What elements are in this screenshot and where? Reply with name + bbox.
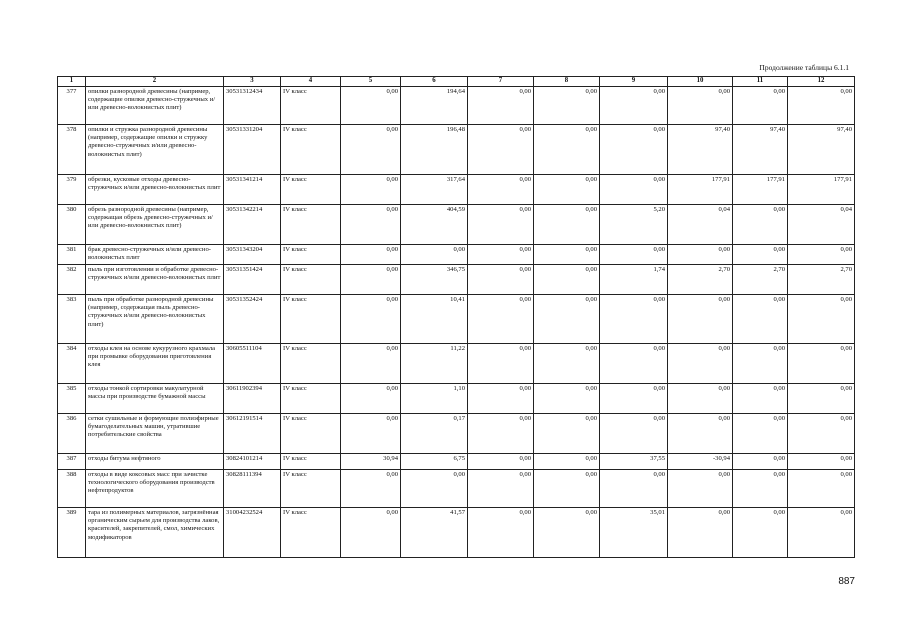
table-cell: 0,00 bbox=[468, 125, 534, 175]
table-cell: 0,00 bbox=[600, 175, 668, 205]
table-cell: 30531312434 bbox=[224, 87, 281, 125]
table-cell: 386 bbox=[58, 414, 86, 454]
table-cell: IV класс bbox=[281, 295, 341, 344]
table-cell: 0,00 bbox=[468, 175, 534, 205]
table-cell: 0,00 bbox=[534, 175, 600, 205]
table-cell: 97,40 bbox=[668, 125, 733, 175]
table-row bbox=[58, 245, 855, 265]
table-cell: -30,94 bbox=[668, 454, 733, 470]
table-cell: 0,00 bbox=[341, 265, 401, 295]
table-cell: 0,00 bbox=[468, 384, 534, 414]
table-cell: 0,17 bbox=[401, 414, 468, 454]
table-cell: 0,00 bbox=[401, 470, 468, 508]
table-cell: 0,00 bbox=[733, 470, 788, 508]
table-cell: 0,00 bbox=[341, 175, 401, 205]
column-header-3: 3 bbox=[224, 77, 281, 87]
table-row bbox=[58, 414, 855, 454]
table-cell: 383 bbox=[58, 295, 86, 344]
table-cell: 0,00 bbox=[341, 87, 401, 125]
table-row bbox=[58, 295, 855, 344]
table-cell: 0,00 bbox=[534, 295, 600, 344]
table-cell: 382 bbox=[58, 265, 86, 295]
table-cell: 0,00 bbox=[788, 344, 855, 384]
column-header-7: 7 bbox=[468, 77, 534, 87]
table-cell: 30531342214 bbox=[224, 205, 281, 245]
table-cell: 177,91 bbox=[788, 175, 855, 205]
table-cell: 0,00 bbox=[468, 245, 534, 265]
table-cell: 0,00 bbox=[733, 87, 788, 125]
table-cell: 194,64 bbox=[401, 87, 468, 125]
table-row bbox=[58, 508, 855, 558]
table-cell: 6,75 bbox=[401, 454, 468, 470]
table-cell: 97,40 bbox=[733, 125, 788, 175]
table-cell: 2,70 bbox=[668, 265, 733, 295]
table-cell: 0,00 bbox=[341, 125, 401, 175]
table-cell: 0,00 bbox=[788, 508, 855, 558]
table-cell: 346,75 bbox=[401, 265, 468, 295]
table-cell: 196,48 bbox=[401, 125, 468, 175]
table-cell: 0,00 bbox=[468, 508, 534, 558]
table-cell: тара из полимерных материалов, загрязнённая органическим сырьем для производства лаков, красителей, закрепителей, смол, химических модификаторов bbox=[86, 508, 224, 558]
table-cell: 97,40 bbox=[788, 125, 855, 175]
table-cell: 317,64 bbox=[401, 175, 468, 205]
table-cell: 177,91 bbox=[733, 175, 788, 205]
table-cell: 1,74 bbox=[600, 265, 668, 295]
data-table bbox=[57, 76, 855, 558]
table-cell: 0,00 bbox=[733, 384, 788, 414]
table-cell: 0,00 bbox=[468, 295, 534, 344]
table-cell: 0,00 bbox=[600, 87, 668, 125]
table-cell: 0,00 bbox=[788, 414, 855, 454]
table-cell: отходы тонкой сортировки макулатурной массы при производстве бумажной массы bbox=[86, 384, 224, 414]
table-row bbox=[58, 87, 855, 125]
table-cell: IV класс bbox=[281, 175, 341, 205]
table-cell: 0,00 bbox=[534, 125, 600, 175]
table-cell: 0,00 bbox=[468, 205, 534, 245]
column-header-10: 10 bbox=[668, 77, 733, 87]
table-cell: 0,00 bbox=[534, 344, 600, 384]
table-cell: 0,00 bbox=[668, 295, 733, 344]
table-row bbox=[58, 265, 855, 295]
table-cell: 30611902394 bbox=[224, 384, 281, 414]
table-cell: 10,41 bbox=[401, 295, 468, 344]
table-cell: 0,00 bbox=[534, 384, 600, 414]
table-cell: 0,00 bbox=[733, 295, 788, 344]
table-cell: 0,00 bbox=[788, 384, 855, 414]
table-cell: 0,00 bbox=[733, 344, 788, 384]
table-row bbox=[58, 470, 855, 508]
table-cell: 0,00 bbox=[341, 205, 401, 245]
table-body bbox=[58, 87, 855, 558]
table-cell: 30,94 bbox=[341, 454, 401, 470]
table-row bbox=[58, 344, 855, 384]
table-cell: 30531352424 bbox=[224, 295, 281, 344]
table-cell: опилки разнородной древесины (например, содержащие опилки древесно-стружечных и/или древесно-волокнистых плит) bbox=[86, 87, 224, 125]
table-cell: 0,04 bbox=[788, 205, 855, 245]
table-row bbox=[58, 175, 855, 205]
column-header-11: 11 bbox=[733, 77, 788, 87]
table-cell: 30531343204 bbox=[224, 245, 281, 265]
table-cell: 377 bbox=[58, 87, 86, 125]
table-cell: 0,00 bbox=[401, 245, 468, 265]
page-number: 887 bbox=[838, 576, 855, 587]
table-cell: 177,91 bbox=[668, 175, 733, 205]
table-cell: 0,00 bbox=[788, 470, 855, 508]
table-cell: 1,10 bbox=[401, 384, 468, 414]
table-cell: 384 bbox=[58, 344, 86, 384]
table-cell: брак древесно-стружечных и/или древесно-волокнистых плит bbox=[86, 245, 224, 265]
table-cell: 0,04 bbox=[668, 205, 733, 245]
column-header-12: 12 bbox=[788, 77, 855, 87]
table-cell: 0,00 bbox=[668, 384, 733, 414]
column-header-4: 4 bbox=[281, 77, 341, 87]
table-cell: 0,00 bbox=[788, 454, 855, 470]
table-cell: 0,00 bbox=[341, 295, 401, 344]
table-cell: 0,00 bbox=[468, 265, 534, 295]
table-cell: 30531341214 bbox=[224, 175, 281, 205]
table-cell: 0,00 bbox=[534, 508, 600, 558]
table-cell: 2,70 bbox=[733, 265, 788, 295]
table-cell: отходы в виде коксовых масс при зачистке технологического оборудования производств нефтепродуктов bbox=[86, 470, 224, 508]
table-cell: опилки и стружка разнородной древесины (например, содержащие опилки и стружку древесно-стружечных и/или древесно-волокнистых плит) bbox=[86, 125, 224, 175]
column-header-8: 8 bbox=[534, 77, 600, 87]
table-cell: 30531331204 bbox=[224, 125, 281, 175]
table-cell: 30828111394 bbox=[224, 470, 281, 508]
table-cell: 0,00 bbox=[468, 454, 534, 470]
table-cell: 381 bbox=[58, 245, 86, 265]
table-cell: 0,00 bbox=[788, 87, 855, 125]
table-cell: 0,00 bbox=[788, 295, 855, 344]
table-cell: 0,00 bbox=[468, 87, 534, 125]
table-cell: 0,00 bbox=[668, 87, 733, 125]
table-cell: 0,00 bbox=[668, 508, 733, 558]
table-cell: 0,00 bbox=[341, 245, 401, 265]
table-cell: IV класс bbox=[281, 265, 341, 295]
table-cell: 0,00 bbox=[341, 344, 401, 384]
table-cell: 0,00 bbox=[534, 245, 600, 265]
table-cell: 0,00 bbox=[600, 245, 668, 265]
table-cell: 0,00 bbox=[341, 384, 401, 414]
table-cell: IV класс bbox=[281, 454, 341, 470]
table-cell: обрезь разнородной древесины (например, содержащая обрезь древесно-стружечных и/или древесно-волокнистых плит) bbox=[86, 205, 224, 245]
table-cell: 0,00 bbox=[534, 454, 600, 470]
column-header-9: 9 bbox=[600, 77, 668, 87]
table-cell: 37,55 bbox=[600, 454, 668, 470]
table-cell: 0,00 bbox=[600, 295, 668, 344]
table-cell: 0,00 bbox=[468, 344, 534, 384]
table-cell: 0,00 bbox=[733, 414, 788, 454]
table-cell: 0,00 bbox=[468, 414, 534, 454]
table-cell: 0,00 bbox=[534, 205, 600, 245]
table-cell: IV класс bbox=[281, 344, 341, 384]
table-cell: 0,00 bbox=[600, 125, 668, 175]
table-cell: 0,00 bbox=[733, 508, 788, 558]
table-cell: 0,00 bbox=[668, 414, 733, 454]
table-cell: 2,70 bbox=[788, 265, 855, 295]
table-row bbox=[58, 125, 855, 175]
table-cell: 0,00 bbox=[600, 344, 668, 384]
table-row bbox=[58, 205, 855, 245]
column-header-5: 5 bbox=[341, 77, 401, 87]
table-cell: 0,00 bbox=[534, 87, 600, 125]
column-header-2: 2 bbox=[86, 77, 224, 87]
table-row bbox=[58, 454, 855, 470]
table-cell: IV класс bbox=[281, 414, 341, 454]
table-cell: 30605511104 bbox=[224, 344, 281, 384]
table-cell: 0,00 bbox=[600, 414, 668, 454]
table-row bbox=[58, 384, 855, 414]
table-cell: 0,00 bbox=[668, 245, 733, 265]
table-cell: 41,57 bbox=[401, 508, 468, 558]
table-cell: 0,00 bbox=[534, 265, 600, 295]
table-cell: 0,00 bbox=[341, 414, 401, 454]
table-cell: 0,00 bbox=[600, 384, 668, 414]
table-cell: 30612191514 bbox=[224, 414, 281, 454]
table-caption: Продолжение таблицы 6.1.1 bbox=[759, 63, 849, 72]
table-cell: 31004232524 bbox=[224, 508, 281, 558]
table-cell: 378 bbox=[58, 125, 86, 175]
table-cell: сетки сушильные и формующие полиэфирные бумагоделательных машин, утратившие потребительские свойства bbox=[86, 414, 224, 454]
table-cell: отходы клея на основе кукурузного крахмала при промывке оборудования приготовления клея bbox=[86, 344, 224, 384]
header-row bbox=[58, 77, 855, 87]
table-cell: IV класс bbox=[281, 205, 341, 245]
table-cell: 0,00 bbox=[668, 344, 733, 384]
table-cell: 30531351424 bbox=[224, 265, 281, 295]
column-header-1: 1 bbox=[58, 77, 86, 87]
column-header-6: 6 bbox=[401, 77, 468, 87]
table-cell: 0,00 bbox=[534, 470, 600, 508]
table-cell: 0,00 bbox=[534, 414, 600, 454]
table-cell: IV класс bbox=[281, 245, 341, 265]
table-cell: 35,01 bbox=[600, 508, 668, 558]
table-cell: 0,00 bbox=[600, 470, 668, 508]
table-cell: 385 bbox=[58, 384, 86, 414]
table-cell: обрезки, кусковые отходы древесно-стружечных и/или древесно-волокнистых плит bbox=[86, 175, 224, 205]
table-cell: 0,00 bbox=[468, 470, 534, 508]
table-cell: IV класс bbox=[281, 508, 341, 558]
table-cell: 380 bbox=[58, 205, 86, 245]
table-cell: отходы битума нефтяного bbox=[86, 454, 224, 470]
table-cell: 0,00 bbox=[341, 508, 401, 558]
table-cell: 389 bbox=[58, 508, 86, 558]
table-cell: пыль при изготовлении и обработке древесно-стружечных и/или древесно-волокнистых плит bbox=[86, 265, 224, 295]
table-cell: 0,00 bbox=[733, 245, 788, 265]
table-cell: 387 bbox=[58, 454, 86, 470]
table-cell: 0,00 bbox=[341, 470, 401, 508]
table-cell: IV класс bbox=[281, 125, 341, 175]
table-cell: 0,00 bbox=[668, 470, 733, 508]
table-cell: 11,22 bbox=[401, 344, 468, 384]
table-cell: 388 bbox=[58, 470, 86, 508]
table-cell: 0,00 bbox=[733, 205, 788, 245]
table-cell: пыль при обработке разнородной древесины (например, содержащая пыль древесно-стружечных и/или древесно-волокнистых плит) bbox=[86, 295, 224, 344]
table-cell: 0,00 bbox=[788, 245, 855, 265]
table-cell: 404,59 bbox=[401, 205, 468, 245]
table-cell: IV класс bbox=[281, 87, 341, 125]
table-cell: 5,20 bbox=[600, 205, 668, 245]
table-cell: 0,00 bbox=[733, 454, 788, 470]
table-cell: IV класс bbox=[281, 470, 341, 508]
table-cell: IV класс bbox=[281, 384, 341, 414]
table-cell: 379 bbox=[58, 175, 86, 205]
table-cell: 30824101214 bbox=[224, 454, 281, 470]
